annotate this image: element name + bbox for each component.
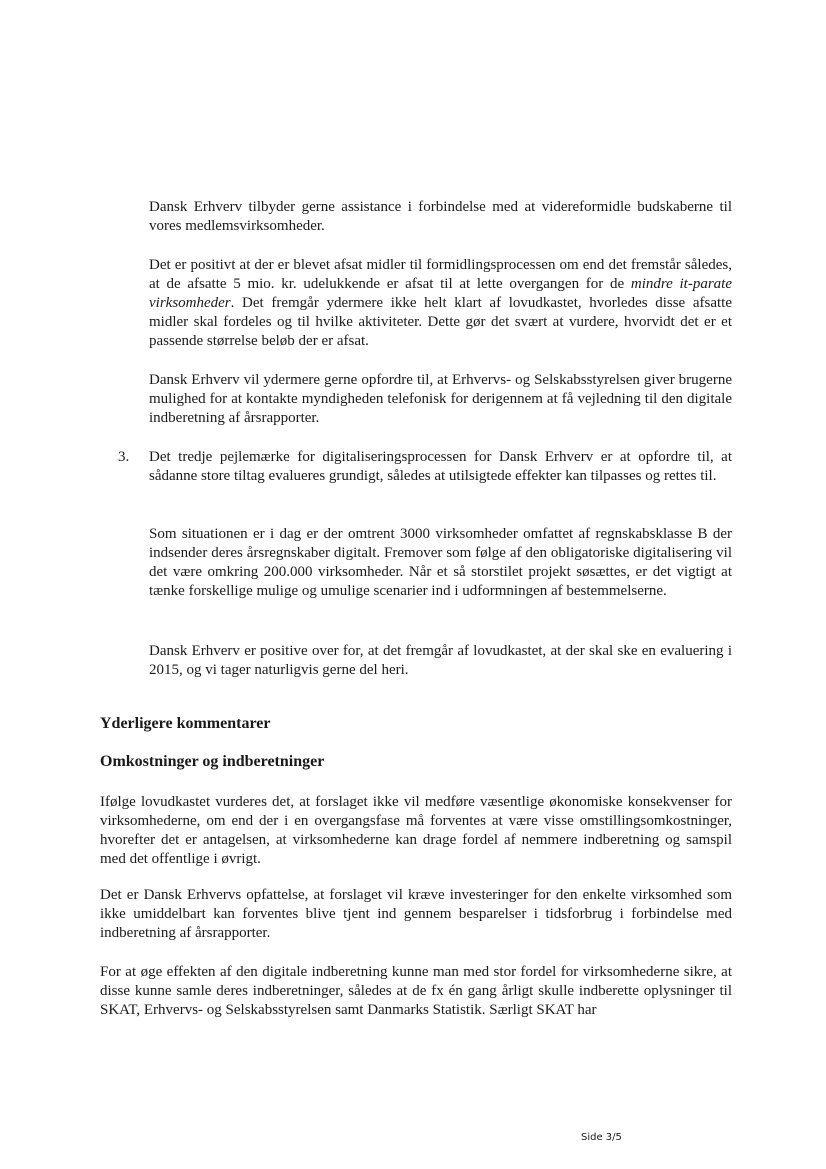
paragraph-investments: Det er Dansk Erhvervs opfattelse, at forslaget vil kræve investeringer for den enkelte virksomhed som ikke umiddelbart kan forventes blive tjent ind gennem besparelser i tidsforbrug i forbindelse med indberetning af årsrapporter. xyxy=(100,887,732,941)
paragraph-funding xyxy=(149,256,732,351)
paragraph-funding-italic: mindre it-parate virksomheder xyxy=(149,276,732,311)
list-item-evaluation: Det tredje pejlemærke for digitaliseringsprocessen for Dansk Erhverv er at opfordre til, at sådanne store tiltag evalueres grundigt, således at utilsigtede effekter kan tilpasses og rettes til. xyxy=(149,449,732,484)
list-item-number: 3. xyxy=(118,449,130,465)
heading-costs-reporting: Omkostninger og indberetninger xyxy=(100,753,325,770)
paragraph-costs: Ifølge lovudkastet vurderes det, at forslaget ikke vil medføre væsentlige økonomiske konsekvenser for virksomhederne, om end der i en overgangsfase må forventes at være visse omstillingsomkostninger, hvorefter det er antagelsen, at virksomhederne kan drage fordel af nemmere indberetning og samspil med det offentlige i øvrigt. xyxy=(100,794,732,867)
paragraph-evaluation-2015: Dansk Erhverv er positive over for, at det fremgår af lovudkastet, at der skal ske en evaluering i 2015, og vi tager naturligvis gerne del heri. xyxy=(149,643,732,678)
heading-further-comments: Yderligere kommentarer xyxy=(100,715,271,732)
paragraph-phone-guidance: Dansk Erhverv vil ydermere gerne opfordre til, at Erhvervs- og Selskabsstyrelsen giver brugerne mulighed for at kontakte myndigheden telefonisk for derigennem at få vejledning til den digitale indberetning af årsrapporter. xyxy=(149,372,732,426)
paragraph-situation: Som situationen er i dag er der omtrent 3000 virksomheder omfattet af regnskabsklasse B der indsender deres årsregnskaber digitalt. Fremover som følge af den obligatoriske digitalisering vil det være omkring 200.000 virksomheder. Når et så storstilet projekt søsættes, er det vigtigt at tænke forskellige mulige og umulige scenarier ind i udformningen af bestemmelserne. xyxy=(149,526,732,599)
paragraph-assistance: Dansk Erhverv tilbyder gerne assistance i forbindelse med at videreformidle budskaberne til vores medlemsvirksomheder. xyxy=(149,199,732,234)
paragraph-funding-text-2: . Det fremgår ydermere ikke helt klart af lovudkastet, hvorledes disse afsatte midler skal fordeles og til hvilke aktiviteter. Dette gør det svært at vurdere, hvorvidt det er et passende størrelse beløb der er afsat. xyxy=(149,295,732,349)
page-number: Side 3/5 xyxy=(581,1132,622,1143)
paragraph-reporting-effect: For at øge effekten af den digitale indberetning kunne man med stor fordel for virksomhederne sikre, at disse kunne samle deres indberetninger, således at de fx én gang årligt skulle indberette oplysninger til SKAT, Erhvervs- og Selskabsstyrelsen samt Danmarks Statistik. Særligt SKAT har xyxy=(100,964,732,1018)
paragraph-funding-text-1: Det er positivt at der er blevet afsat midler til formidlingsprocessen om end det fremstår således, at de afsatte 5 mio. kr. udelukkende er afsat til at lette overgangen for de xyxy=(149,257,732,292)
